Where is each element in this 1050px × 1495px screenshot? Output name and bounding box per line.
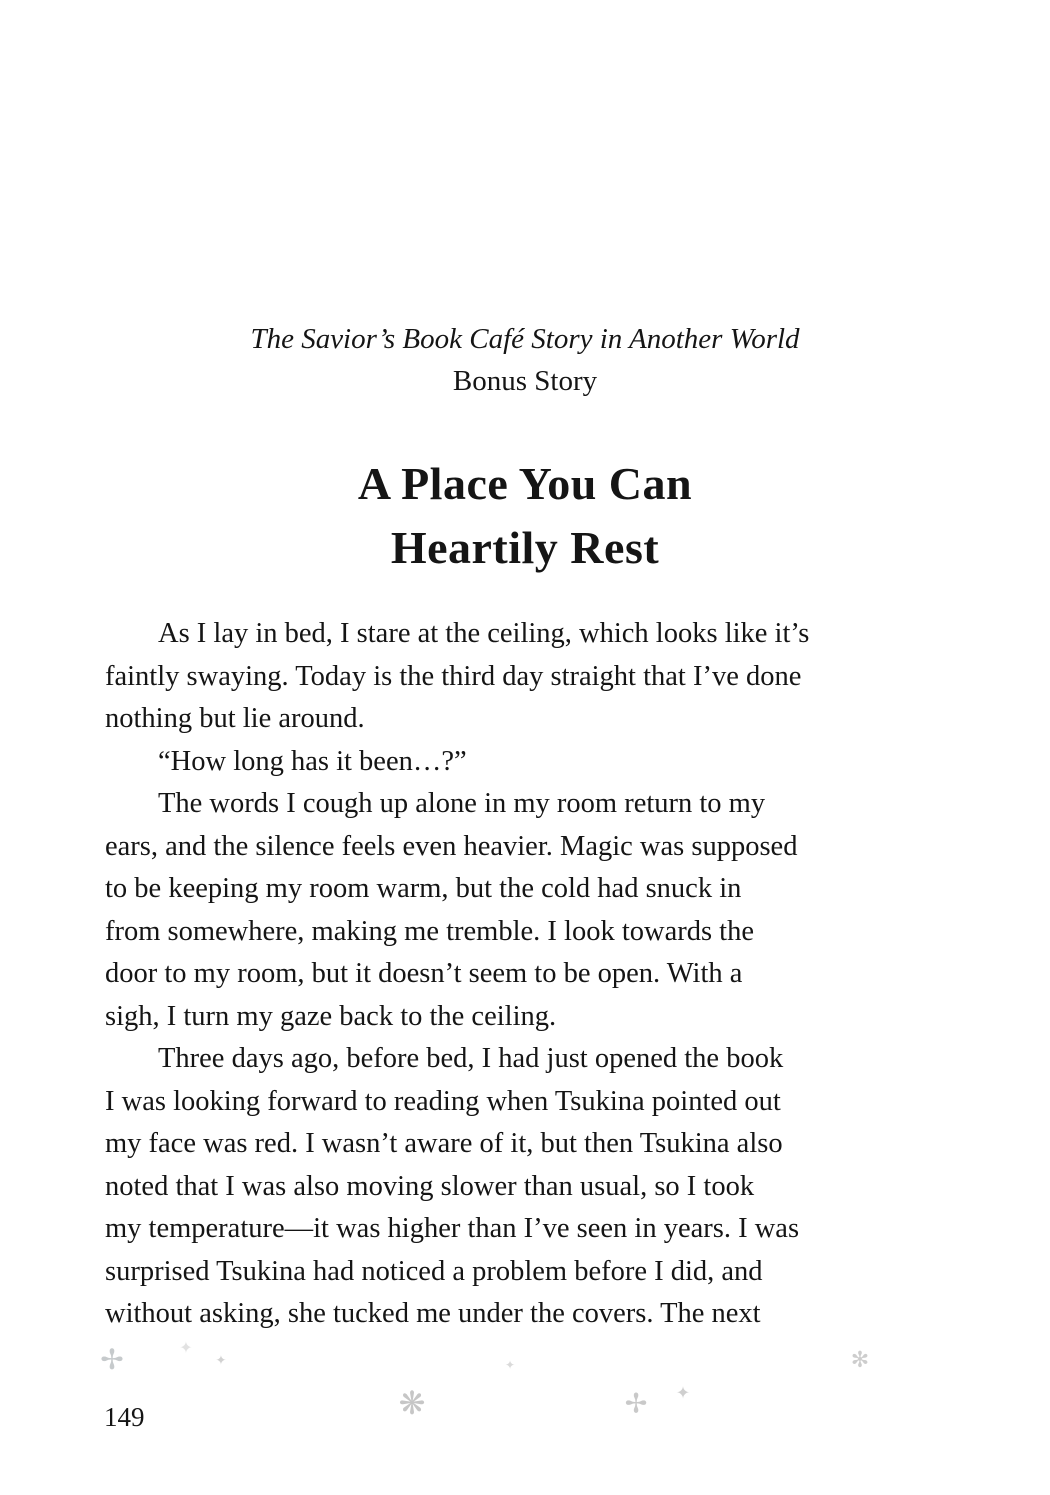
story-text [105,613,965,1336]
body-line: my face was red. I wasn’t aware of it, but then Tsukina also [105,1128,783,1159]
body-line: I was looking forward to reading when Tsukina pointed out [105,1085,781,1117]
body-line: Three days ago, before bed, I had just opened the book [158,1043,784,1074]
body-line: The words I cough up alone in my room return to my [158,788,766,819]
series-title: The Savior’s Book Café Story in Another World [250,323,800,355]
running-head [0,318,1050,402]
page-number: 149 [104,1402,145,1432]
body-line: sigh, I turn my gaze back to the ceiling. [105,1000,557,1032]
body-line: door to my room, but it doesn’t seem to be open. With a [105,958,743,989]
body-line: noted that I was also moving slower than usual, so I took [105,1170,755,1202]
sparkle-cross-icon: ✢ [624,1388,648,1420]
body-line: “How long has it been…?” [158,745,467,777]
sparkle-diamond-icon: ✦ [215,1353,227,1369]
body-line: As I lay in bed, I stare at the ceiling, which looks like it’s [158,618,810,649]
body-line: from somewhere, making me tremble. I look towards the [105,915,754,947]
series-subtitle: Bonus Story [452,365,598,397]
body-line: ears, and the silence feels even heavier. Magic was supposed [105,830,798,862]
body-line: without asking, she tucked me under the covers. The next [105,1298,761,1329]
snowflake-icon: ❋ [398,1384,426,1422]
body-line: nothing but lie around. [105,703,365,734]
sparkle-diamond-icon: ✦ [504,1358,516,1372]
sparkle-diamond-icon: ✦ [179,1338,193,1357]
snowflake-asterisk-icon: ✻ [850,1348,870,1373]
sparkle-diamond-icon: ✦ [675,1383,691,1404]
sparkle-cross-icon: ✢ [100,1343,124,1376]
body-line: surprised Tsukina had noticed a problem before I did, and [105,1255,763,1287]
chapter-title-line-1: A Place You Can [357,458,693,509]
chapter-title-line-2: Heartily Rest [390,522,660,573]
chapter-title [0,452,1050,580]
body-line: to be keeping my room warm, but the cold had snuck in [105,873,742,904]
body-line: my temperature—it was higher than I’ve seen in years. I was [105,1213,800,1244]
body-line: faintly swaying. Today is the third day straight that I’ve done [105,660,802,692]
